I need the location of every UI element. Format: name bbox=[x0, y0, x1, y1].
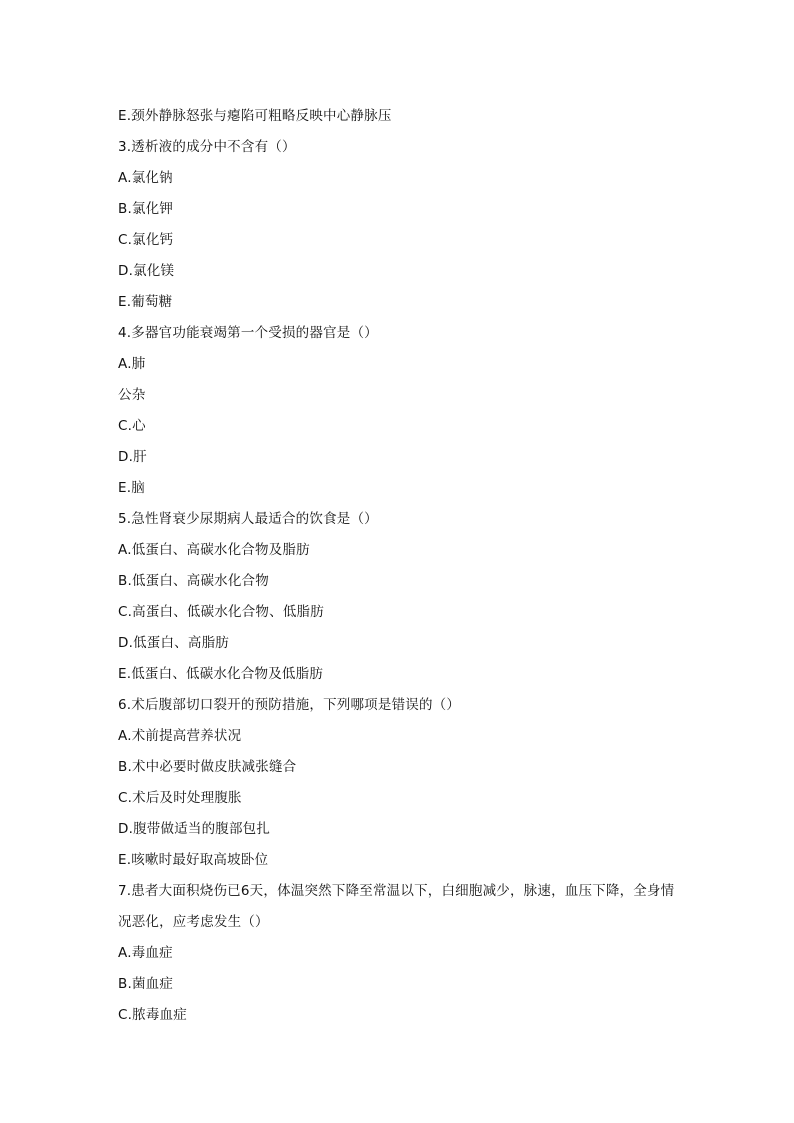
question-6: 6.术后腹部切口裂开的预防措施，下列哪项是错误的（） bbox=[118, 697, 461, 713]
option-a-q7: A.毒血症 bbox=[118, 945, 173, 961]
option-c-q3: C.氯化钙 bbox=[118, 232, 174, 248]
option-b-q5: B.低蛋白、高碳水化合物 bbox=[118, 573, 269, 589]
option-b-q4: 公杂 bbox=[118, 387, 146, 403]
question-7: 7.患者大面积烧伤已6天，体温突然下降至常温以下，白细胞减少，脉速，血压下降，全身情况恶化，应考虑发生（） bbox=[118, 883, 675, 930]
option-a-q4: A.肺 bbox=[118, 356, 146, 372]
option-d-q6: D.腹带做适当的腹部包扎 bbox=[118, 821, 271, 837]
option-c-q7: C.脓毒血症 bbox=[118, 1007, 187, 1023]
option-c-q6: C.术后及时处理腹胀 bbox=[118, 790, 242, 806]
question-3: 3.透析液的成分中不含有（） bbox=[118, 139, 296, 155]
option-b-q3: B.氯化钾 bbox=[118, 201, 174, 217]
option-e-q4: E.脑 bbox=[118, 480, 145, 496]
option-d-q5: D.低蛋白、高脂肪 bbox=[118, 635, 229, 651]
option-d-q4: D.肝 bbox=[118, 449, 147, 465]
option-a-q5: A.低蛋白、高碳水化合物及脂肪 bbox=[118, 542, 310, 558]
option-e-q5: E.低蛋白、低碳水化合物及低脂肪 bbox=[118, 666, 324, 682]
option-e-q6: E.咳嗽时最好取高坡卧位 bbox=[118, 852, 269, 868]
option-e-q3: E.葡萄糖 bbox=[118, 294, 173, 310]
option-a-q3: A.氯化钠 bbox=[118, 170, 173, 186]
option-e-q2: E.颈外静脉怒张与瘪陷可粗略反映中心静脉压 bbox=[118, 108, 392, 124]
question-4: 4.多器官功能衰竭第一个受损的器官是（） bbox=[118, 325, 378, 341]
option-b-q6: B.术中必要时做皮肤减张缝合 bbox=[118, 759, 297, 775]
question-5: 5.急性肾衰少尿期病人最适合的饮食是（） bbox=[118, 511, 378, 527]
question-list bbox=[118, 101, 678, 1031]
option-d-q3: D.氯化镁 bbox=[118, 263, 175, 279]
option-b-q7: B.菌血症 bbox=[118, 976, 174, 992]
option-a-q6: A.术前提高营养状况 bbox=[118, 728, 242, 744]
option-c-q4: C.心 bbox=[118, 418, 146, 434]
option-c-q5: C.高蛋白、低碳水化合物、低脂肪 bbox=[118, 604, 324, 620]
